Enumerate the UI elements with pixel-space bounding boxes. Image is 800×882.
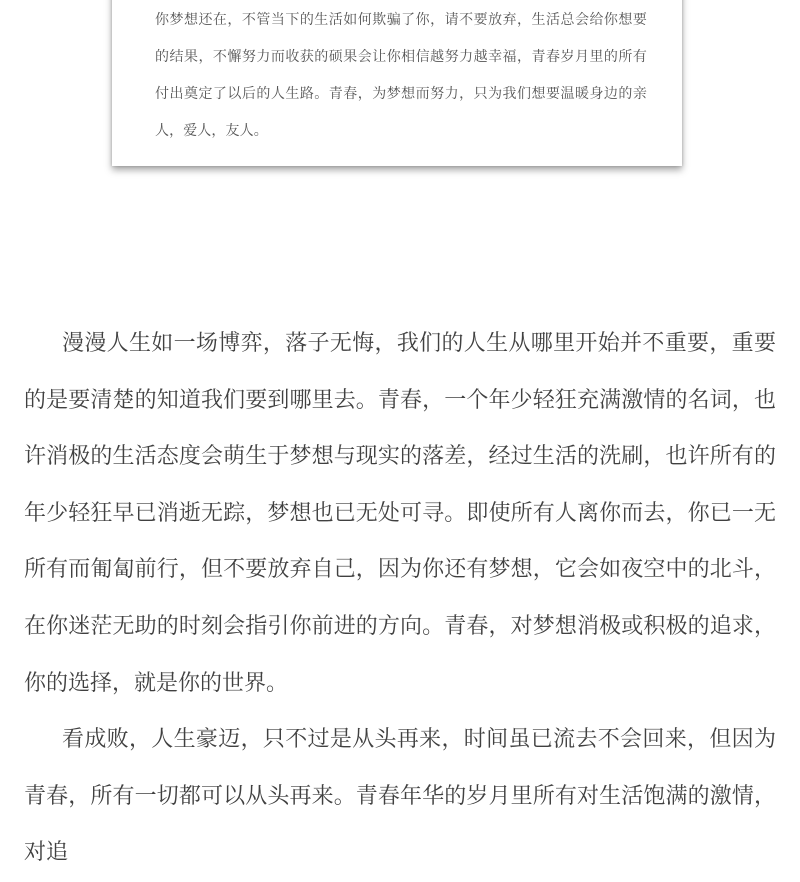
quote-card-text: 你梦想还在，不管当下的生活如何欺骗了你，请不要放弃，生活总会给你想要的结果，不懈努力而收获的硕果会让你相信越努力越幸福，青春岁月里的所有付出奠定了以后的人生路。青春，为梦想而努力，只为我们想要温暖身边的亲人，爱人，友人。 <box>155 12 647 139</box>
article-paragraph-2: 看成败，人生豪迈，只不过是从头再来，时间虽已流去不会回来，但因为青春，所有一切都可以从头再来。青春年华的岁月里所有对生活饱满的激情，对追 <box>24 727 776 866</box>
article-body <box>24 316 776 882</box>
quote-card <box>112 0 682 166</box>
article-paragraph-1: 漫漫人生如一场博弈，落子无悔，我们的人生从哪里开始并不重要，重要的是要清楚的知道我们要到哪里去。青春，一个年少轻狂充满激情的名词，也许消极的生活态度会萌生于梦想与现实的落差，经过生活的洗刷，也许所有的年少轻狂早已消逝无踪，梦想也已无处可寻。即使所有人离你而去，你已一无所有而匍匐前行，但不要放弃自己，因为你还有梦想，它会如夜空中的北斗，在你迷茫无助的时刻会指引你前进的方向。青春，对梦想消极或积极的追求，你的选择，就是你的世界。 <box>24 331 776 696</box>
